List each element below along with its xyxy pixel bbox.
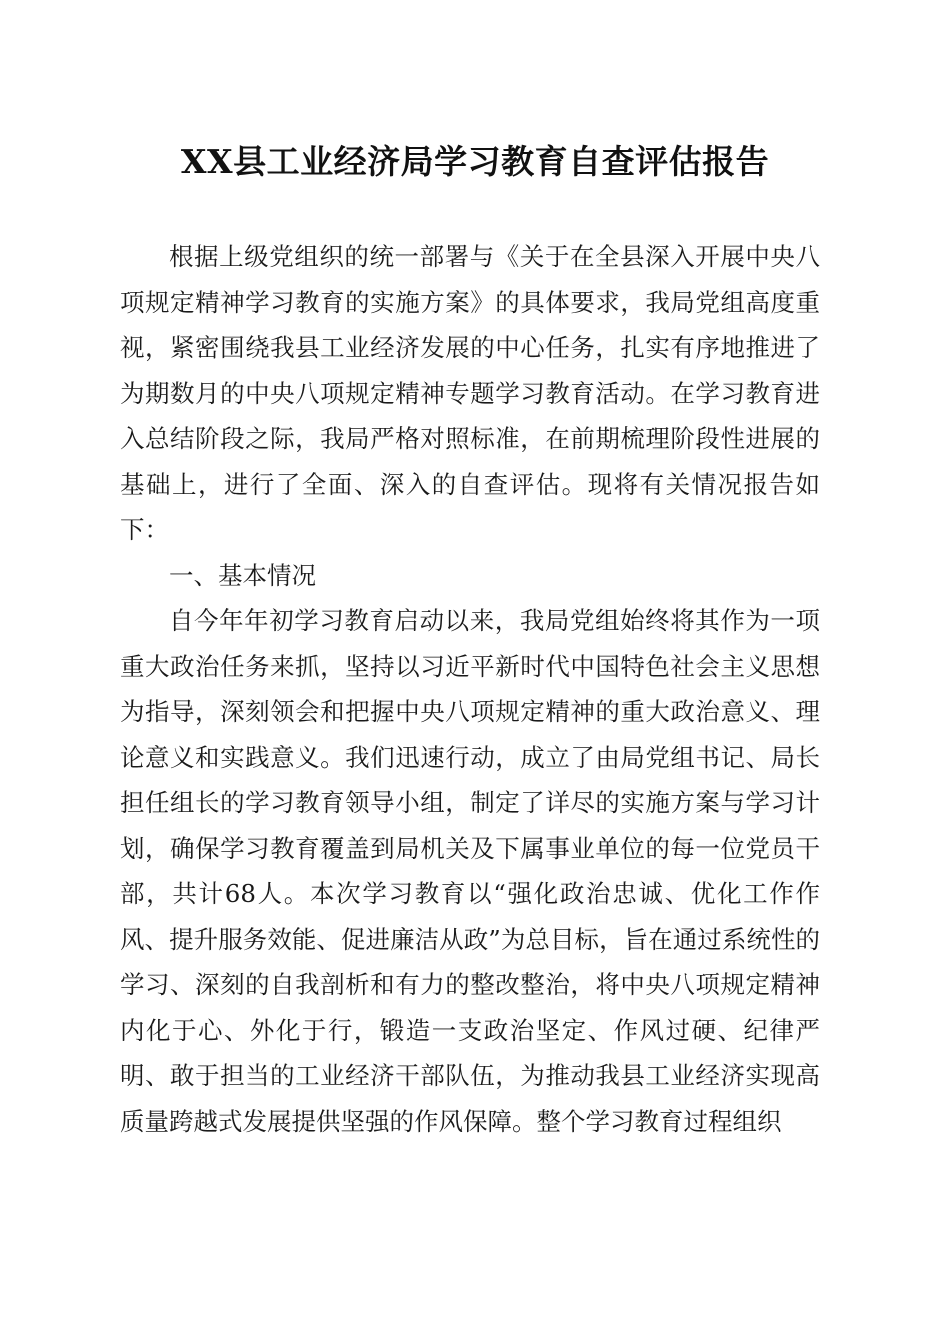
intro-paragraph: 根据上级党组织的统一部署与《关于在全县深入开展中央八项规定精神学习教育的实施方案》的具体要求，我局党组高度重视，紧密围绕我县工业经济发展的中心任务，扎实有序地推进了为期数月的中央八项规定精神专题学习教育活动。在学习教育进入总结阶段之际，我局严格对照标准，在前期梳理阶段性进展的基础上，进行了全面、深入的自查评估。现将有关情况报告如下：: [120, 242, 820, 544]
section-heading-basic-situation: 一、基本情况: [169, 560, 316, 590]
document-title: XX县工业经济局学习教育自查评估报告: [180, 142, 770, 181]
section-paragraph-basic-situation: 自今年年初学习教育启动以来，我局党组始终将其作为一项重大政治任务来抓，坚持以习近平新时代中国特色社会主义思想为指导，深刻领会和把握中央八项规定精神的重大政治意义、理论意义和实践意义。我们迅速行动，成立了由局党组书记、局长担任组长的学习教育领导小组，制定了详尽的实施方案与学习计划，确保学习教育覆盖到局机关及下属事业单位的每一位党员干部，共计68人。本次学习教育以“强化政治忠诚、优化工作作风、提升服务效能、促进廉洁从政”为总目标，旨在通过系统性的学习、深刻的自我剖析和有力的整改整治，将中央八项规定精神内化于心、外化于行，锻造一支政治坚定、作风过硬、纪律严明、敢于担当的工业经济干部队伍，为推动我县工业经济实现高质量跨越式发展提供坚强的作风保障。整个学习教育过程组织: [120, 606, 820, 1136]
document-body: [120, 234, 820, 1144]
